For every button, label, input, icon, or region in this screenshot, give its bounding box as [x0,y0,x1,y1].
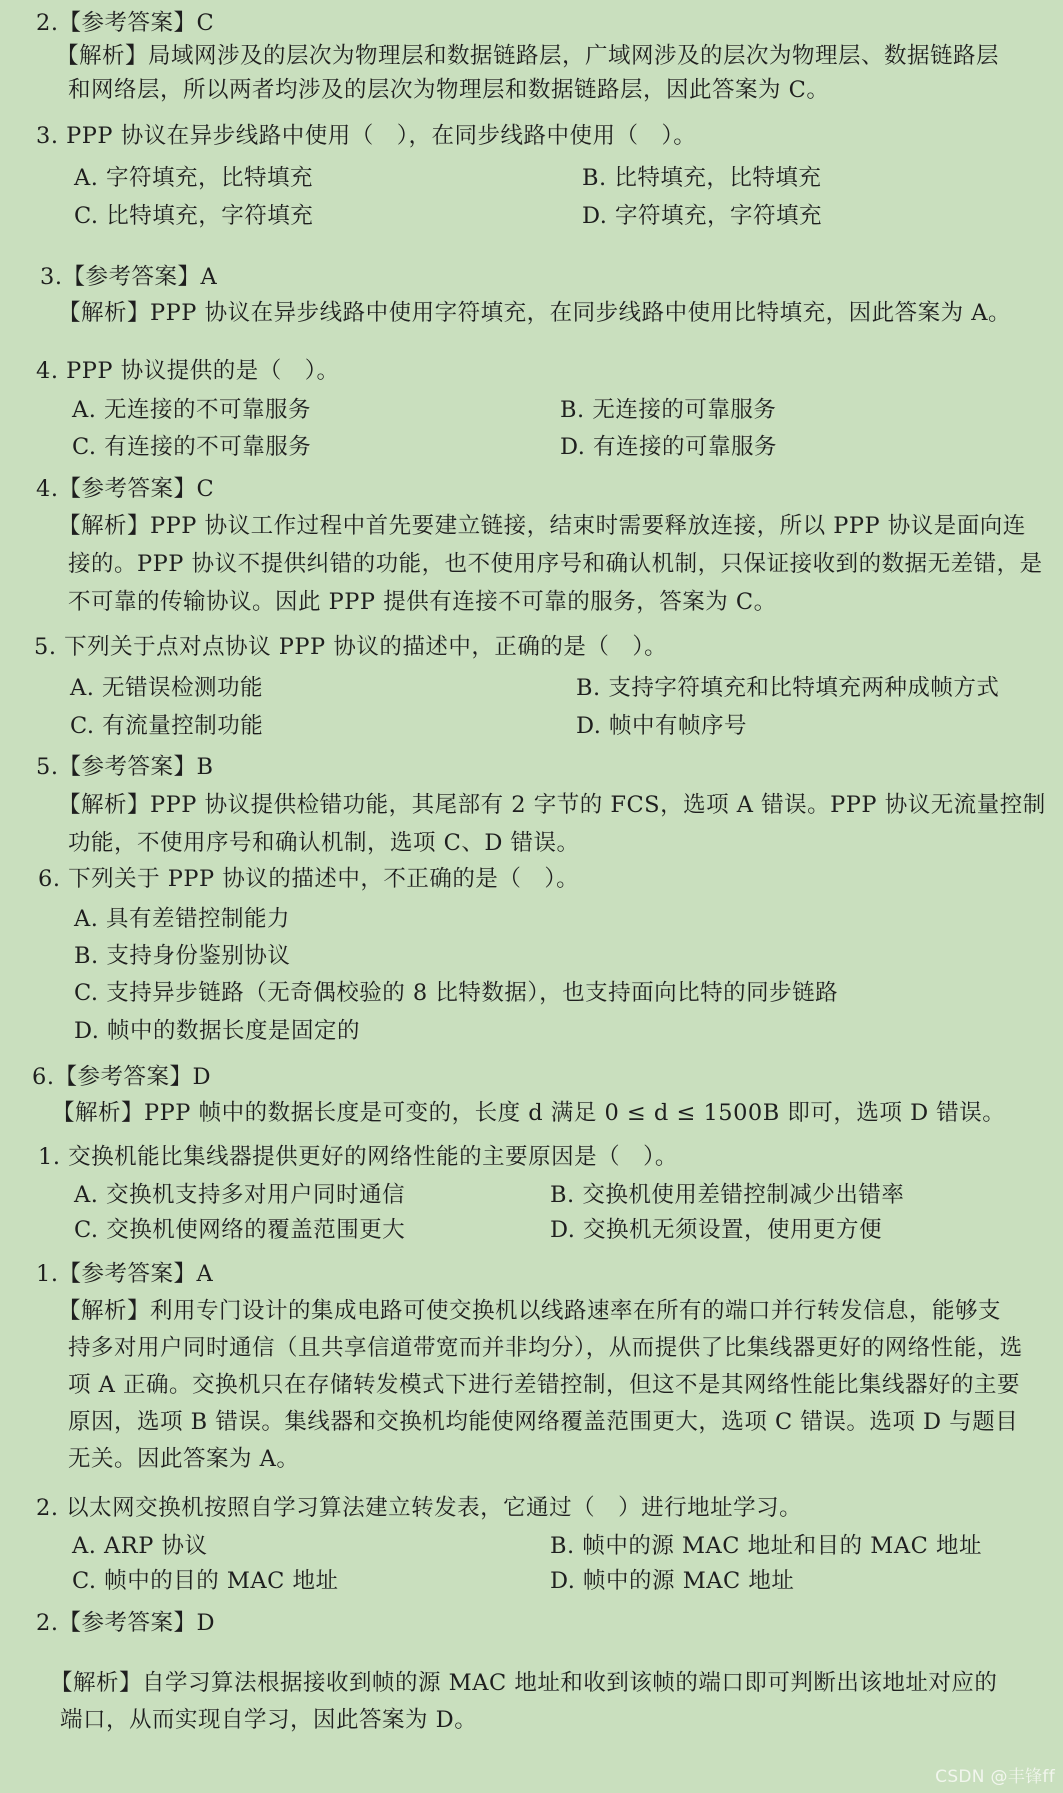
option-d: D. 帧中的源 MAC 地址 [550,1568,795,1594]
option-b: B. 帧中的源 MAC 地址和目的 MAC 地址 [550,1533,982,1559]
answer-value: B [196,754,214,780]
answer-value: A [196,1261,214,1287]
question-number: 6. [38,866,61,892]
answer-value: C [196,476,215,502]
option-c: C. 支持异步链路（无奇偶校验的 8 比特数据），也支持面向比特的同步链路 [74,980,839,1006]
explanation-line: 项 A 正确。交换机只在存储转发模式下进行差错控制，但这不是其网络性能比集线器好的主要 [68,1372,1021,1398]
question-stem [36,121,696,151]
option-b: B. 支持字符填充和比特填充两种成帧方式 [576,675,1000,701]
explanation-line: 接的。PPP 协议不提供纠错的功能，也不使用序号和确认机制，只保证接收到的数据无差错，是 [68,551,1043,577]
question-text: 以太网交换机按照自学习算法建立转发表，它通过（ ）进行地址学习。 [66,1495,803,1521]
option-b: B. 比特填充，比特填充 [582,165,822,191]
answer-number: 3. [40,264,63,290]
answer-line [36,1608,215,1638]
option-c: C. 交换机使网络的覆盖范围更大 [74,1217,406,1243]
explanation-line [58,511,1026,541]
option-c: C. 比特填充，字符填充 [74,203,314,229]
explanation-label: 【解析】 [58,300,151,326]
answer-line [40,262,217,292]
answer-value: D [192,1064,212,1090]
explanation-line: 功能，不使用序号和确认机制，选项 C、D 错误。 [68,830,580,856]
option-c: C. 帧中的目的 MAC 地址 [72,1568,339,1594]
question-text: 交换机能比集线器提供更好的网络性能的主要原因是（ ）。 [68,1144,678,1170]
option-a: A. 无连接的不可靠服务 [72,397,312,423]
answer-number: 6. [32,1064,55,1090]
option-a: A. 字符填充，比特填充 [74,165,314,191]
explanation-line [50,1668,997,1698]
question-number: 3. [36,123,59,149]
answer-value: A [200,264,218,290]
explanation-line [58,1296,1001,1326]
explanation-line [52,1098,1005,1128]
explanation-line [58,790,1046,820]
option-d: D. 帧中有帧序号 [576,713,748,739]
explanation-line: 原因，选项 B 错误。集线器和交换机均能使网络覆盖范围更大，选项 C 错误。选项 D 与题目 [68,1409,1019,1435]
explanation-line: 和网络层，所以两者均涉及的层次为物理层和数据链路层，因此答案为 C。 [68,77,830,103]
answer-label: 【参考答案】 [58,754,197,780]
answer-line [36,1259,213,1289]
answer-line [32,1062,211,1092]
option-a: A. 无错误检测功能 [70,675,264,701]
answer-label: 【参考答案】 [58,476,197,502]
explanation-line: 持多对用户同时通信（且共享信道带宽而并非均分），从而提供了比集线器更好的网络性能，选 [68,1335,1023,1361]
question-number: 1. [38,1144,61,1170]
answer-value: D [196,1610,216,1636]
explanation-text: 利用专门设计的集成电路可使交换机以线路速率在所有的端口并行转发信息，能够支 [150,1298,1002,1324]
option-c: C. 有连接的不可靠服务 [72,434,312,460]
explanation-text: 自学习算法根据接收到帧的源 MAC 地址和收到该帧的端口即可判断出该地址对应的 [142,1670,998,1696]
option-b: B. 支持身份鉴别协议 [74,943,291,969]
question-text: PPP 协议在异步线路中使用（ ），在同步线路中使用（ ）。 [66,123,697,149]
answer-value: C [196,10,215,36]
option-a: A. 交换机支持多对用户同时通信 [74,1182,406,1208]
watermark: CSDN @丰锋ff [935,1767,1055,1787]
explanation-line [58,298,1011,328]
option-a: A. ARP 协议 [72,1533,208,1559]
answer-line [36,474,214,504]
answer-number: 2. [36,10,59,36]
option-c: C. 有流量控制功能 [70,713,264,739]
explanation-label: 【解析】 [50,1670,143,1696]
answer-label: 【参考答案】 [58,10,197,36]
question-stem [34,632,667,662]
explanation-label: 【解析】 [56,43,149,69]
answer-label: 【参考答案】 [62,264,201,290]
option-b: B. 无连接的可靠服务 [560,397,777,423]
explanation-text: PPP 协议在异步线路中使用字符填充，在同步线路中使用比特填充，因此答案为 A。 [150,300,1011,326]
answer-label: 【参考答案】 [54,1064,193,1090]
option-d: D. 字符填充，字符填充 [582,203,823,229]
explanation-line [56,41,999,71]
answer-line [36,8,214,38]
answer-number: 4. [36,476,59,502]
answer-line [36,752,214,782]
option-b: B. 交换机使用差错控制减少出错率 [550,1182,905,1208]
answer-label: 【参考答案】 [58,1610,197,1636]
option-d: D. 帧中的数据长度是固定的 [74,1018,361,1044]
answer-number: 5. [36,754,59,780]
explanation-label: 【解析】 [52,1100,145,1126]
explanation-text: 局域网涉及的层次为物理层和数据链路层，广域网涉及的层次为物理层、数据链路层 [148,43,1000,69]
explanation-text: PPP 帧中的数据长度是可变的，长度 d 满足 0 ≤ d ≤ 1500B 即可，选项 D 错误。 [144,1100,1006,1126]
question-text: PPP 协议提供的是（ ）。 [66,358,340,384]
question-text: 下列关于 PPP 协议的描述中，不正确的是（ ）。 [68,866,580,892]
question-number: 2. [36,1495,59,1521]
explanation-label: 【解析】 [58,1298,151,1324]
explanation-label: 【解析】 [58,513,151,539]
answer-number: 2. [36,1610,59,1636]
question-number: 4. [36,358,59,384]
option-d: D. 有连接的可靠服务 [560,434,778,460]
question-stem [36,356,339,386]
explanation-line: 不可靠的传输协议。因此 PPP 提供有连接不可靠的服务，答案为 C。 [68,589,777,615]
answer-label: 【参考答案】 [58,1261,197,1287]
explanation-line: 端口，从而实现自学习，因此答案为 D。 [60,1707,478,1733]
explanation-text: PPP 协议提供检错功能，其尾部有 2 字节的 FCS，选项 A 错误。PPP 协议无流量控制 [150,792,1046,818]
question-stem [38,1142,678,1172]
explanation-label: 【解析】 [58,792,151,818]
answer-number: 1. [36,1261,59,1287]
option-a: A. 具有差错控制能力 [74,906,291,932]
question-stem [38,864,579,894]
question-text: 下列关于点对点协议 PPP 协议的描述中，正确的是（ ）。 [64,634,668,660]
option-d: D. 交换机无须设置，使用更方便 [550,1217,883,1243]
explanation-line: 无关。因此答案为 A。 [68,1446,300,1472]
question-number: 5. [34,634,57,660]
explanation-text: PPP 协议工作过程中首先要建立链接，结束时需要释放连接，所以 PPP 协议是面向连 [150,513,1026,539]
question-stem [36,1493,802,1523]
